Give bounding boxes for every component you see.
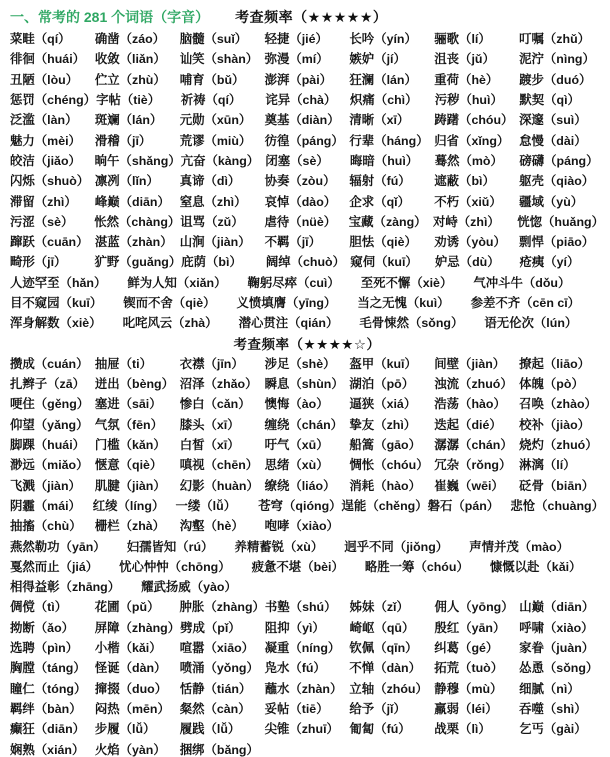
word-entry: 惬意（qiè） <box>94 458 163 473</box>
word-entry: 气冲斗牛（dǒu） <box>473 275 571 290</box>
word-entry: 喧嚣（xiāo） <box>179 641 255 656</box>
word-entry: 虐待（nüè） <box>264 214 337 229</box>
word-entry: 畸形（jī） <box>10 255 67 270</box>
word-entry: 恍惚（huǎng） <box>517 214 604 229</box>
word-entry: 栅栏（zhà） <box>94 519 166 534</box>
word-row <box>10 190 604 210</box>
word-entry: 参差不齐（cēn cī） <box>470 296 581 310</box>
word-entry: 癫狂（diān） <box>10 722 86 737</box>
word-entry: 蓦然（mò） <box>434 153 503 168</box>
word-entry: 给予（jǐ） <box>349 701 406 716</box>
word-entry: 塞进（sāi） <box>94 397 162 412</box>
word-entry: 体魄（pò） <box>519 377 584 392</box>
word-entry: 阴霾（mái） <box>10 498 81 513</box>
word-entry: 瞳仁（tóng） <box>10 681 87 696</box>
word-entry: 真谛（dì） <box>179 174 241 189</box>
word-entry: 默契（qì） <box>519 93 580 108</box>
word-entry: 磅礴（páng） <box>519 153 599 168</box>
word-entry: 滞留（zhì） <box>10 194 77 209</box>
word-row <box>10 617 604 637</box>
word-entry: 声情并茂（mào） <box>469 539 570 554</box>
word-entry: 叮嘱（zhǔ） <box>519 32 591 47</box>
word-entry: 闪烁（shuò） <box>10 174 90 189</box>
word-entry: 船篙（gāo） <box>349 438 422 453</box>
word-entry: 湛蓝（zhàn） <box>94 235 173 250</box>
word-row <box>10 353 604 373</box>
word-entry: 奠基（diàn） <box>264 113 340 128</box>
word-entry: 盔甲（kuī） <box>349 356 417 371</box>
word-entry: 弥漫（mí） <box>264 52 329 67</box>
word-row <box>10 89 604 109</box>
word-row <box>10 170 604 190</box>
word-entry: 喷涌（yǒng） <box>179 661 259 676</box>
section-header <box>10 6 604 28</box>
word-entry: 目不窥园（kuī） <box>10 296 103 310</box>
word-list-4star <box>10 353 604 757</box>
word-entry: 挚友（zhì） <box>349 417 417 432</box>
word-entry: 锲而不舍（qiè） <box>123 296 216 310</box>
word-entry: 徘徊（huái） <box>10 52 86 67</box>
word-entry: 怅然（chàng） <box>94 214 181 229</box>
word-entry: 小楷（kǎi） <box>94 641 162 656</box>
word-entry: 选聘（pìn） <box>10 641 79 656</box>
word-row <box>10 718 604 738</box>
word-entry: 白皙（xī） <box>179 438 240 453</box>
word-entry: 战栗（lì） <box>434 722 491 737</box>
word-entry: 踱步（duó） <box>519 72 592 87</box>
word-entry: 履践（lǚ） <box>179 722 241 737</box>
word-entry: 攒成（cuán） <box>10 356 89 371</box>
word-row <box>10 434 604 454</box>
word-entry: 屏障（zhàng） <box>94 620 181 635</box>
word-entry: 惩罚（chéng） <box>10 93 97 108</box>
word-entry: 窒息（zhì） <box>179 194 247 209</box>
word-entry: 哽住（gěng） <box>10 397 90 412</box>
word-entry: 缠绕（chán） <box>264 417 344 432</box>
frequency-5star-label: 考查频率（★★★★★） <box>235 9 388 25</box>
word-entry: 肿胀（zhàng） <box>179 600 265 615</box>
word-entry: 讪笑（shàn） <box>179 52 259 67</box>
word-entry: 不朽（xiǔ） <box>434 194 502 209</box>
word-entry: 脚踝（huái） <box>10 438 86 453</box>
word-entry: 至死不懈（xiè） <box>360 275 453 290</box>
word-entry: 膝头（xī） <box>179 417 240 432</box>
word-entry: 彷徨（páng） <box>264 133 344 148</box>
word-row <box>10 292 604 312</box>
word-entry: 吁气（xū） <box>264 438 329 453</box>
word-entry: 妇孺皆知（rú） <box>126 539 214 554</box>
word-entry: 潺潺（chán） <box>434 438 513 453</box>
word-entry: 略胜一筹（chóu） <box>364 559 469 574</box>
word-entry: 狂澜（lán） <box>349 72 417 87</box>
word-row <box>10 150 604 170</box>
word-entry: 哀悼（dào） <box>264 194 337 209</box>
word-entry: 诅骂（zǔ） <box>180 214 244 229</box>
word-entry: 晌午（shǎng） <box>94 153 181 168</box>
word-entry: 燕然勒功（yān） <box>10 539 106 554</box>
word-entry: 妒忌（dù） <box>434 255 500 270</box>
word-row <box>10 657 604 677</box>
word-row <box>10 495 604 515</box>
word-entry: 细腻（nì） <box>519 681 580 696</box>
word-entry: 门槛（kǎn） <box>94 438 166 453</box>
word-entry: 吞噬（shì） <box>519 701 587 716</box>
word-entry: 沼泽（zhǎo） <box>179 377 258 392</box>
word-entry: 山涧（jiàn） <box>179 235 251 250</box>
word-entry: 红绫（líng） <box>92 498 165 513</box>
word-entry: 炽痛（chì） <box>350 93 418 108</box>
word-entry: 行辈（háng） <box>349 133 429 148</box>
word-entry: 闭塞（sè） <box>265 153 329 168</box>
word-entry: 诧异（chà） <box>265 93 337 108</box>
word-entry: 幻影（huàn） <box>179 478 259 493</box>
word-entry: 磐石（pán） <box>427 498 500 513</box>
word-entry: 钦佩（qīn） <box>349 641 418 656</box>
word-entry: 澎湃（pài） <box>264 72 333 87</box>
word-entry: 咆哮（xiào） <box>264 519 339 534</box>
word-entry: 污秽（huì） <box>434 93 503 108</box>
word-entry: 殷红（yān） <box>434 620 506 635</box>
word-entry: 蘸水（zhàn） <box>264 681 343 696</box>
word-entry: 召唤（zhào） <box>519 397 597 412</box>
word-entry: 家眷（juàn） <box>519 641 595 656</box>
word-entry: 义愤填膺（yīng） <box>236 296 337 310</box>
word-entry: 阔绰（chuò） <box>265 255 345 270</box>
word-entry: 元勋（xūn） <box>179 113 252 128</box>
word-entry: 恬静（tián） <box>179 681 252 696</box>
word-entry: 确凿（záo） <box>94 32 166 47</box>
word-row <box>10 637 604 657</box>
word-entry: 魅力（mèi） <box>10 133 81 148</box>
word-entry: 妥帖（tiē） <box>264 701 329 716</box>
word-entry: 慷慨以赴（kǎi） <box>489 559 582 574</box>
word-entry: 鲜为人知（xiǎn） <box>127 275 227 290</box>
word-row <box>10 48 604 68</box>
word-row <box>10 475 604 495</box>
word-entry: 懊悔（ào） <box>264 397 329 412</box>
word-entry: 祈祷（qí） <box>180 93 242 108</box>
word-entry: 疆域（yù） <box>519 194 584 209</box>
word-entry: 斑斓（lán） <box>94 113 163 128</box>
word-entry: 迸出（bèng） <box>94 377 175 392</box>
word-entry: 叱咤风云（zhà） <box>122 316 218 331</box>
word-entry: 怠慢（dài） <box>519 133 587 148</box>
word-entry: 惆怅（chóu） <box>349 458 429 473</box>
word-row <box>10 596 604 616</box>
word-row <box>10 698 604 718</box>
word-entry: 倜傥（tì） <box>10 600 68 615</box>
word-entry: 苍穹（qióng） <box>258 498 342 513</box>
word-entry: 荒谬（miù） <box>179 133 252 148</box>
word-row <box>10 738 604 757</box>
word-entry: 渺远（miǎo） <box>10 458 89 473</box>
word-entry: 花圃（pǔ） <box>94 600 160 615</box>
word-entry: 淋漓（lí） <box>519 458 576 473</box>
word-entry: 粲然（càn） <box>179 701 251 716</box>
word-entry: 纠葛（gé） <box>434 641 499 656</box>
word-entry: 山巅（diān） <box>519 600 595 615</box>
word-row <box>10 414 604 434</box>
word-entry: 凛冽（lǐn） <box>94 174 159 189</box>
word-entry: 养精蓄锐（xù） <box>234 539 324 554</box>
word-entry: 缭绕（liáo） <box>264 478 336 493</box>
word-entry: 涉足（shè） <box>264 356 336 371</box>
word-entry: 阻抑（yì） <box>264 620 325 635</box>
word-entry: 长吟（yín） <box>349 32 417 47</box>
word-entry: 协奏（zòu） <box>264 174 336 189</box>
word-row <box>10 393 604 413</box>
word-entry: 逼狭（xiá） <box>349 397 417 412</box>
word-entry: 飞溅（jiàn） <box>10 478 81 493</box>
word-entry: 校补（jiào） <box>519 417 591 432</box>
word-entry: 逞能（chěng） <box>341 498 428 513</box>
word-entry: 浊流（zhuó） <box>434 377 513 392</box>
word-entry: 不惮（dàn） <box>349 661 422 676</box>
word-entry: 剽悍（piāo） <box>519 235 595 250</box>
word-entry: 收敛（liǎn） <box>94 52 166 67</box>
word-entry: 悲怆（chuàng） <box>510 498 604 513</box>
word-entry: 深邃（suì） <box>519 113 587 128</box>
word-entry: 峰巅（diān） <box>94 194 170 209</box>
word-entry: 躯壳（qiào） <box>519 174 595 189</box>
word-entry: 潜心贯注（qián） <box>238 316 339 331</box>
word-entry: 凝重（níng） <box>264 641 341 656</box>
word-entry: 迭起（dié） <box>434 417 502 432</box>
word-entry: 戛然而止（jiá） <box>10 559 99 574</box>
word-entry: 书塾（shú） <box>264 600 337 615</box>
word-entry: 疲惫不堪（bèi） <box>251 559 344 574</box>
word-entry: 乞丐（gài） <box>519 722 587 737</box>
word-entry: 企求（qǐ） <box>349 194 410 209</box>
word-entry: 娴熟（xián） <box>10 742 85 757</box>
word-entry: 亢奋（kàng） <box>180 153 260 168</box>
word-entry: 相得益彰（zhāng） <box>10 580 121 595</box>
word-entry: 呼啸（xiào） <box>519 620 594 635</box>
word-entry: 抽搐（chù） <box>10 519 82 534</box>
word-entry: 轻捷（jié） <box>264 32 328 47</box>
word-entry: 踌躇（chóu） <box>434 113 514 128</box>
word-entry: 劈成（pǐ） <box>180 620 241 635</box>
word-entry: 归省（xǐng） <box>434 133 510 148</box>
word-entry: 迥乎不同（jiǒng） <box>344 539 449 554</box>
word-entry: 辐射（fú） <box>349 174 411 189</box>
word-entry: 火焰（yàn） <box>94 742 166 757</box>
word-row <box>10 211 604 231</box>
word-entry: 对峙（zhì） <box>433 214 500 229</box>
word-entry: 蹿跃（cuān） <box>10 235 89 250</box>
word-entry: 气氛（fēn） <box>94 417 163 432</box>
word-entry: 皎洁（jiǎo） <box>10 153 81 168</box>
word-entry: 崔巍（wēi） <box>434 478 504 493</box>
word-entry: 匍匐（fú） <box>349 722 411 737</box>
word-row <box>10 231 604 251</box>
word-entry: 窥伺（kuī） <box>350 255 418 270</box>
word-entry: 沮丧（jǔ） <box>434 52 495 67</box>
word-entry: 怂恿（sǒng） <box>519 661 599 676</box>
word-entry: 间壁（jiàn） <box>434 356 506 371</box>
word-row <box>10 109 604 129</box>
word-entry: 胆怯（qiè） <box>349 235 417 250</box>
word-entry: 遮蔽（bì） <box>434 174 495 189</box>
word-entry: 闷热（mēn） <box>94 701 170 716</box>
word-entry: 羁绊（bàn） <box>10 701 82 716</box>
word-entry: 劝诱（yòu） <box>434 235 506 250</box>
word-entry: 立轴（zhóu） <box>349 681 428 696</box>
word-entry: 哺育（bǔ） <box>179 72 245 87</box>
word-entry: 拗断（ǎo） <box>10 620 75 635</box>
word-row <box>10 576 604 596</box>
word-entry: 佣人（yōng） <box>434 600 514 615</box>
word-entry: 菜畦（qí） <box>10 32 71 47</box>
word-row <box>10 129 604 149</box>
word-entry: 湖泊（pō） <box>349 377 415 392</box>
word-entry: 思绪（xù） <box>264 458 329 473</box>
word-entry: 泥泞（nìng） <box>519 52 595 67</box>
word-entry: 嫉妒（jí） <box>349 52 406 67</box>
word-entry: 撩起（liāo） <box>519 356 591 371</box>
word-entry: 丑陋（lòu） <box>10 72 79 87</box>
word-entry: 浑身解数（xiè） <box>10 316 102 331</box>
frequency-4star-label: 考查频率（★★★★☆） <box>233 336 381 352</box>
section-title: 一、常考的 281 个词语（字音） <box>10 9 210 25</box>
word-entry: 沟壑（hè） <box>179 519 244 534</box>
word-entry: 静穆（mù） <box>434 681 503 696</box>
word-entry: 脑髓（suǐ） <box>179 32 248 47</box>
word-entry: 人迹罕至（hǎn） <box>10 275 107 290</box>
word-entry: 抽屉（ti） <box>94 356 152 371</box>
word-entry: 羸弱（léi） <box>434 701 498 716</box>
word-row <box>10 28 604 48</box>
word-row <box>10 556 604 576</box>
word-entry: 烧灼（zhuó） <box>519 438 598 453</box>
word-entry: 凫水（fú） <box>264 661 326 676</box>
word-entry: 尖锥（zhuī） <box>264 722 339 737</box>
word-entry: 毛骨悚然（sǒng） <box>359 316 464 331</box>
word-row <box>10 251 604 271</box>
word-entry: 滑稽（jī） <box>94 133 152 148</box>
word-entry: 庇荫（bì） <box>181 255 242 270</box>
word-row <box>10 69 604 89</box>
word-entry: 重荷（hè） <box>434 72 499 87</box>
word-entry: 姊妹（zǐ） <box>349 600 409 615</box>
word-entry: 怪诞（dàn） <box>94 661 167 676</box>
word-entry: 忧心忡忡（chōng） <box>119 559 231 574</box>
word-entry: 鞠躬尽瘁（cuì） <box>247 275 340 290</box>
word-row <box>10 515 604 535</box>
word-entry: 一缕（lǚ） <box>175 498 237 513</box>
word-entry: 消耗（hào） <box>349 478 422 493</box>
word-entry: 污涩（sè） <box>10 214 74 229</box>
word-entry: 步履（lǚ） <box>94 722 156 737</box>
word-entry: 宝藏（zàng） <box>348 214 427 229</box>
word-row <box>10 454 604 474</box>
word-entry: 捆绑（bǎng） <box>179 742 259 757</box>
word-entry: 当之无愧（kuì） <box>357 296 450 310</box>
word-entry: 疮痍（yí） <box>519 255 580 270</box>
word-entry: 语无伦次（lún） <box>484 316 578 331</box>
word-entry: 嗔视（chēn） <box>179 458 259 473</box>
word-entry: 冗杂（rǒng） <box>434 458 512 473</box>
word-row <box>10 678 604 698</box>
word-entry: 泛滥（làn） <box>10 113 78 128</box>
word-entry: 砭骨（biān） <box>519 478 595 493</box>
word-entry: 撺掇（duo） <box>94 681 168 696</box>
word-entry: 浩荡（hào） <box>434 397 506 412</box>
word-row <box>10 535 604 555</box>
word-entry: 肌腱（jiàn） <box>94 478 166 493</box>
word-entry: 拓荒（tuò） <box>434 661 504 676</box>
word-entry: 耀武扬威（yào） <box>141 580 237 595</box>
word-entry: 犷野（guǎng） <box>94 255 182 270</box>
word-entry: 崎岖（qū） <box>349 620 415 635</box>
word-entry: 字帖（tiè） <box>96 93 161 108</box>
word-entry: 伫立（zhù） <box>94 72 166 87</box>
word-entry: 不羁（jī） <box>264 235 322 250</box>
word-row <box>10 312 604 332</box>
word-entry: 衣襟（jīn） <box>179 356 244 371</box>
word-row <box>10 373 604 393</box>
word-row <box>10 272 604 292</box>
word-entry: 清晰（xī） <box>349 113 410 128</box>
word-entry: 扎辫子（zā） <box>10 377 86 392</box>
word-list-5star <box>10 28 604 332</box>
word-entry: 骊歌（lí） <box>434 32 491 47</box>
word-entry: 晦暗（huì） <box>350 153 419 168</box>
word-entry: 仰望（yǎng） <box>10 417 89 432</box>
word-entry: 胸膛（táng） <box>10 661 86 676</box>
word-entry: 瞬息（shùn） <box>264 377 344 392</box>
word-entry: 惨白（cǎn） <box>179 397 251 412</box>
